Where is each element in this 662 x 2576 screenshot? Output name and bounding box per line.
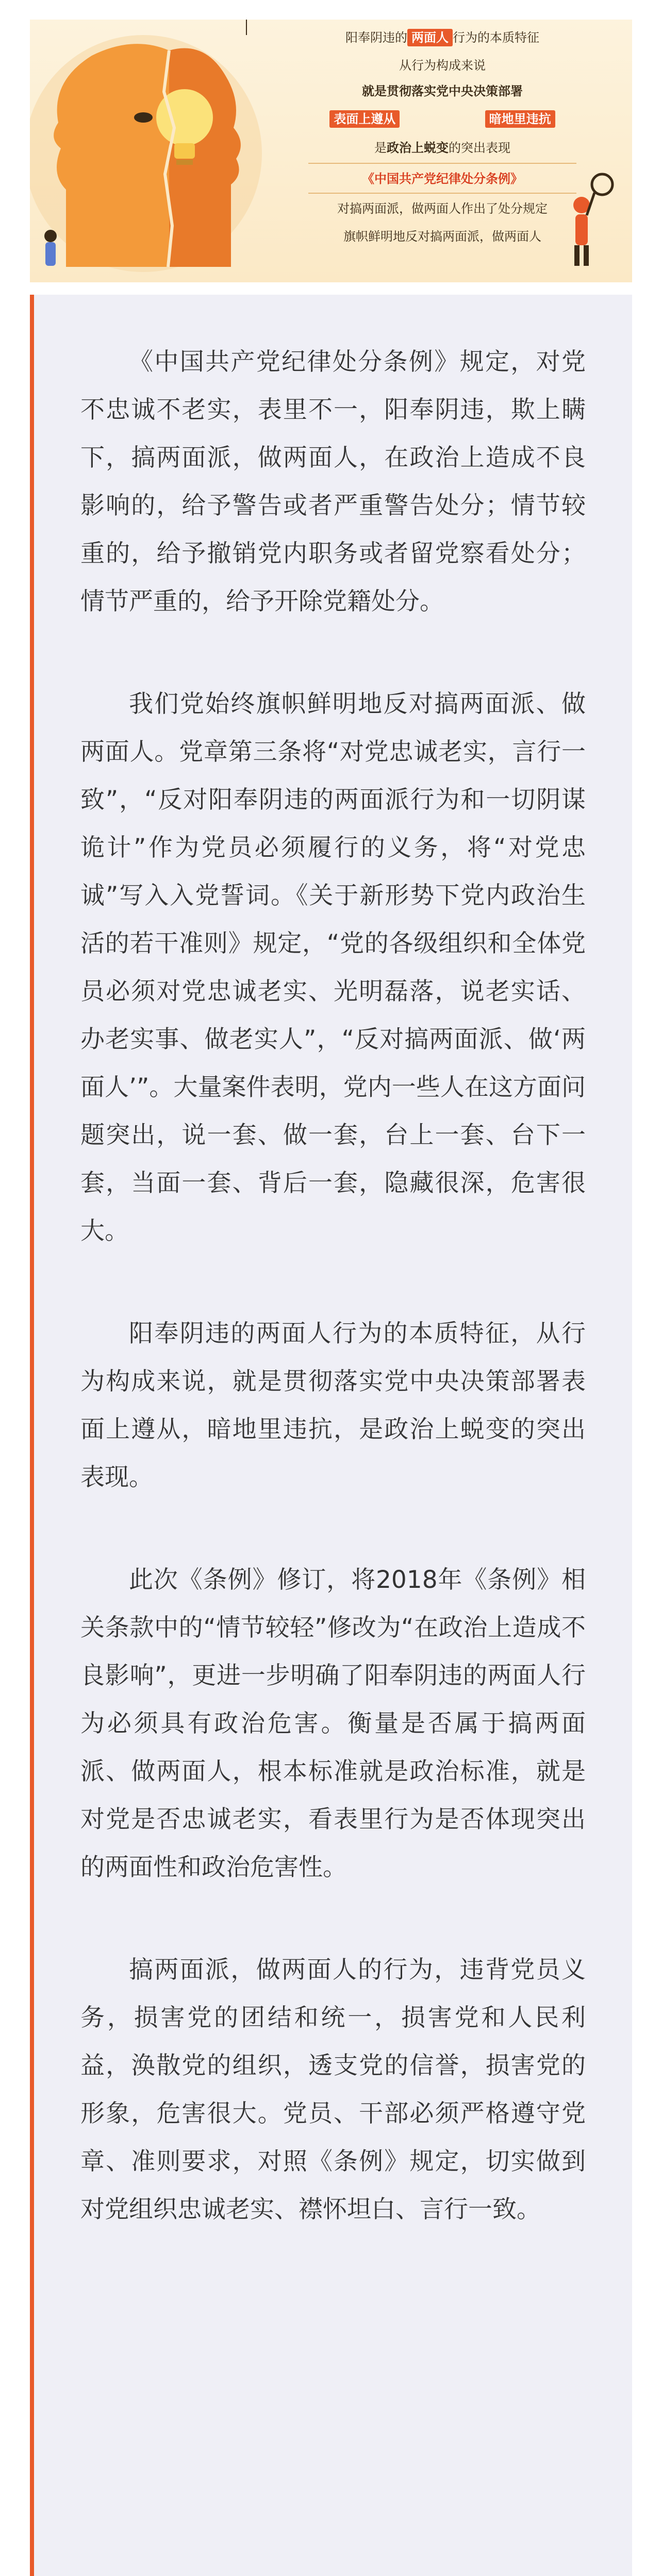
paragraph: 我们党始终旗帜鲜明地反对搞两面派、做两面人。党章第三条将“对党忠诚老实，言行一致”，“反对阳奉阴违的两面派行为和一切阴谋诡计”作为党员必须履行的义务，将“对党忠诚”写入入党誓词。《关于新形势下党内政治生活的若干准则》规定，“党的各级组织和全体党员必须对党忠诚老实、光明磊落，说老实话、办老实事、做老实人”，“反对搞两面派、做‘两面人’”。大量案件表明，党内一些人在这方面问题突出，说一套、做一套，台上一套、台下一套，当面一套、背后一套，隐藏很深，危害很大。 xyxy=(80,690,586,1245)
left-accent-rule xyxy=(30,295,34,2576)
banner-line-4 xyxy=(246,110,632,128)
banner-divider xyxy=(308,193,576,194)
paragraph: 搞两面派，做两面人的行为，违背党员义务，损害党的团结和统一，损害党和人民利益，涣散党的组织，透支党的信誉，损害党的形象，危害很大。党员、干部必须严格遵守党章、准则要求，对照《条例》规定，切实做到对党组织忠诚老实、襟怀坦白、言行一致。 xyxy=(80,1956,586,2224)
article-body xyxy=(30,295,632,2576)
article-paragraphs xyxy=(80,338,586,2288)
banner-line-1: 阳奉阴违的 两面人 行为的本质特征 xyxy=(246,29,632,46)
banner-line-3: 就是贯彻落实党中央决策部署 xyxy=(362,83,523,98)
paragraph: 《中国共产党纪律处分条例》规定，对党不忠诚不老实，表里不一，阳奉阴违，欺上瞒下，搞两面派，做两面人，在政治上造成不良影响的，给予警告或者严重警告处分；情节较重的，给予撤销党内职务或者留党察看处分；情节严重的，给予开除党籍处分。 xyxy=(80,348,586,616)
banner-line-6: 《中国共产党纪律处分条例》 xyxy=(362,171,523,186)
header-illustration xyxy=(30,20,632,282)
paragraph: 阳奉阴违的两面人行为的本质特征，从行为构成来说，就是贯彻落实党中央决策部署表面上遵从，暗地里违抗，是政治上蜕变的突出表现。 xyxy=(80,1319,586,1492)
banner-line-8: 旗帜鲜明地反对搞两面派，做两面人 xyxy=(343,229,541,244)
paragraph: 此次《条例》修订，将2018年《条例》相关条款中的“情节较轻”修改为“在政治上造成不良影响”，更进一步明确了阳奉阴违的两面人行为必须具有政治危害。衡量是否属于搞两面派、做两面人，根本标准就是政治标准，就是对党是否忠诚老实，看表里行为是否体现突出的两面性和政治危害性。 xyxy=(80,1566,586,1882)
banner-divider xyxy=(308,163,576,164)
surface-tag: 表面上遵从 xyxy=(329,110,400,128)
secret-tag: 暗地里违抗 xyxy=(485,110,555,128)
banner-line-7: 对搞两面派，做两面人作出了处分规定 xyxy=(337,201,548,216)
two-face-tag: 两面人 xyxy=(407,29,453,46)
banner-line-2: 从行为构成来说 xyxy=(399,58,486,73)
banner-line-5: 是政治上蜕变的突出表现 xyxy=(374,140,510,155)
